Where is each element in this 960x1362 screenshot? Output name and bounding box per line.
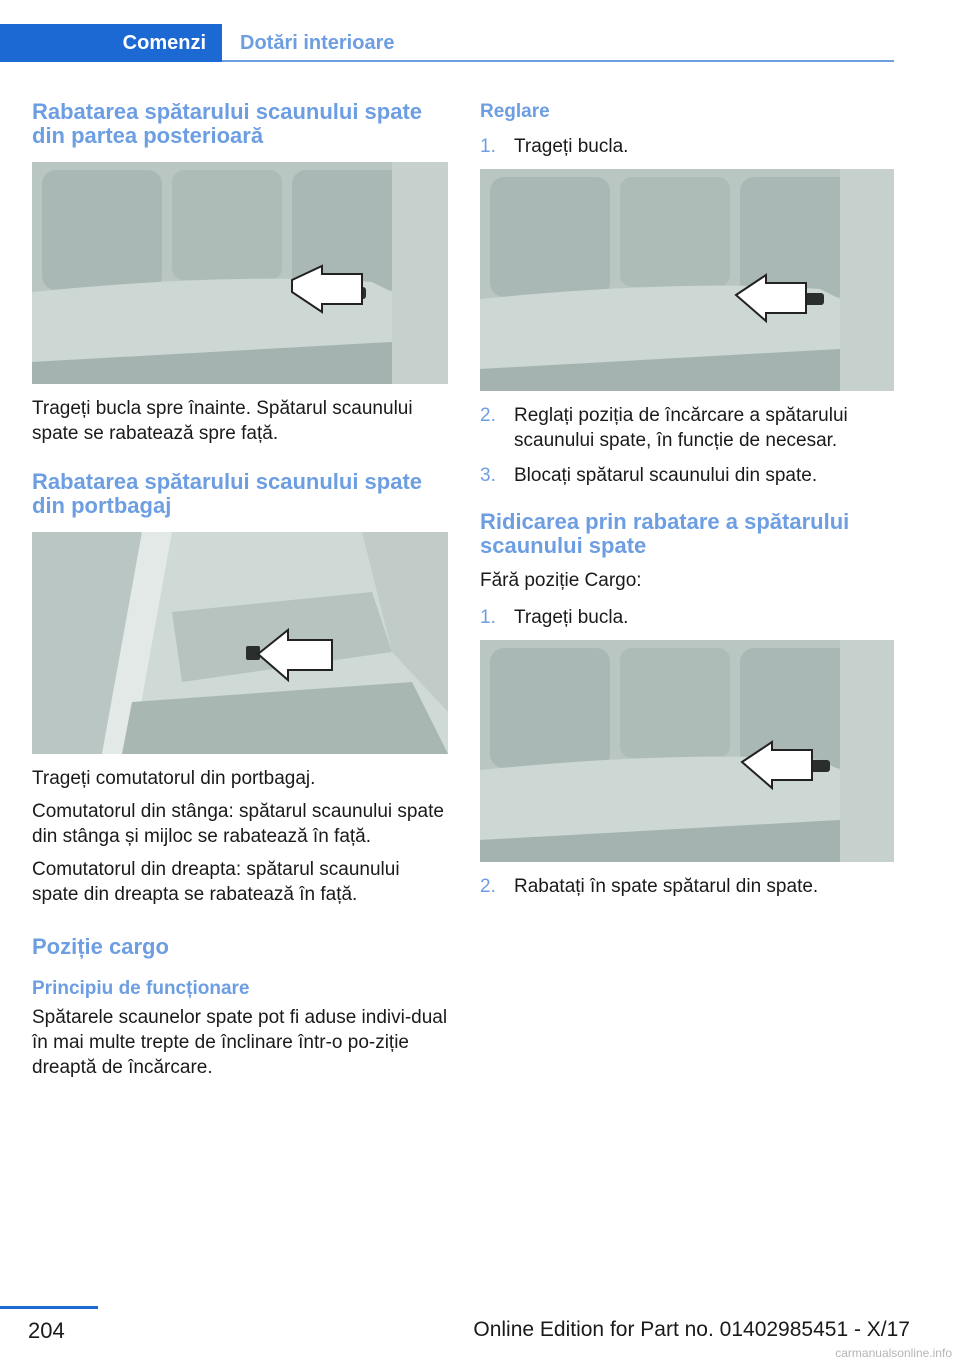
- step-number: 1.: [480, 607, 496, 628]
- section-title-raise: Ridicarea prin rabatare a spătarului scaunului spate: [480, 509, 850, 558]
- subsection-title: Principiu de funcționare: [32, 978, 250, 999]
- reglare-title: Reglare: [480, 101, 550, 122]
- rear-seat-illustration: [32, 162, 448, 384]
- loop-pull-illustration-2: [480, 640, 894, 862]
- list-item: [480, 874, 896, 899]
- step-number: 2.: [480, 405, 496, 426]
- step-text: Rabatați în spate spătarul din spate.: [514, 876, 819, 897]
- list-item: [480, 463, 896, 488]
- section-title-rear-fold: Rabatarea spătarului scaunului spate din partea posterioară: [32, 99, 423, 148]
- section-title-cargo: Poziție cargo: [32, 934, 169, 959]
- list-item: [480, 605, 896, 630]
- chapter-tab[interactable]: Comenzi: [0, 24, 222, 62]
- left-column: [32, 100, 448, 1088]
- step-text: Blocați spătarul scaunului din spate.: [514, 465, 818, 486]
- page-number: 204: [28, 1318, 65, 1343]
- section-tab[interactable]: Dotări interioare: [240, 32, 395, 54]
- step-text: Reglați poziția de încărcare a spătarului scaunului spate, în funcție de necesar.: [514, 405, 848, 451]
- trunk-switch-illustration: [32, 532, 448, 754]
- step-text: Trageți bucla.: [514, 136, 629, 157]
- loop-pull-illustration-1: [480, 169, 894, 391]
- intro-text: Fără poziție Cargo:: [480, 570, 642, 591]
- step-number: 1.: [480, 136, 496, 157]
- edition-text: Online Edition for Part no. 01402985451 - X/17: [473, 1318, 910, 1341]
- right-column: [480, 100, 896, 909]
- page-header: [0, 24, 894, 62]
- footer-divider: [0, 1306, 98, 1309]
- step-number: 3.: [480, 465, 496, 486]
- watermark: carmanualsonline.info: [835, 1346, 952, 1360]
- section1-text: Trageți bucla spre înainte. Spătarul scaunului spate se rabatează spre față.: [32, 398, 413, 444]
- trunk-text-2: Comutatorul din stânga: spătarul scaunului spate din stânga și mijloc se rabatează în față.: [32, 801, 444, 847]
- step-text: Trageți bucla.: [514, 607, 629, 628]
- trunk-text-1: Trageți comutatorul din portbagaj.: [32, 768, 316, 789]
- header-divider: [222, 60, 894, 62]
- trunk-text-3: Comutatorul din dreapta: spătarul scaunului spate din dreapta se rabatează în față.: [32, 859, 400, 905]
- list-item: [480, 134, 896, 159]
- list-item: [480, 403, 896, 453]
- step-number: 2.: [480, 876, 496, 897]
- section-title-trunk-fold: Rabatarea spătarului scaunului spate din portbagaj: [32, 469, 423, 518]
- subsection-text: Spătarele scaunelor spate pot fi aduse indivi-dual în mai multe trepte de înclinare într-o po-ziție dreaptă de încărcare.: [32, 1007, 448, 1078]
